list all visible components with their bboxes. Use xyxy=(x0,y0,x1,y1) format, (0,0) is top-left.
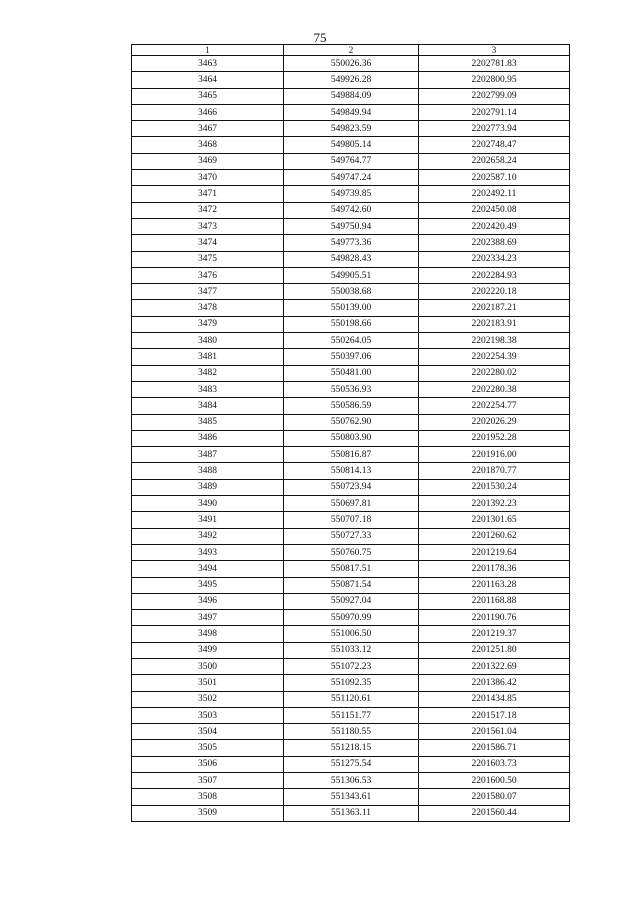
point-number-cell: 3504 xyxy=(132,724,284,740)
x-coordinate-cell: 549750.94 xyxy=(284,218,419,234)
x-coordinate-cell: 551092.35 xyxy=(284,675,419,691)
point-number-cell: 3473 xyxy=(132,218,284,234)
point-number-cell: 3490 xyxy=(132,496,284,512)
table-row xyxy=(132,756,570,772)
y-coordinate-cell: 2201219.64 xyxy=(419,544,570,560)
y-coordinate-cell: 2202198.38 xyxy=(419,333,570,349)
y-coordinate-cell: 2201560.44 xyxy=(419,805,570,821)
x-coordinate-cell: 550707.18 xyxy=(284,512,419,528)
y-coordinate-cell: 2201392.23 xyxy=(419,496,570,512)
y-coordinate-cell: 2201163.28 xyxy=(419,577,570,593)
table-row xyxy=(132,414,570,430)
point-number-cell: 3482 xyxy=(132,365,284,381)
table-row xyxy=(132,137,570,153)
y-coordinate-cell: 2201168.88 xyxy=(419,593,570,609)
y-coordinate-cell: 2202334.23 xyxy=(419,251,570,267)
x-coordinate-cell: 550723.94 xyxy=(284,479,419,495)
y-coordinate-cell: 2201580.07 xyxy=(419,789,570,805)
table-row xyxy=(132,512,570,528)
y-coordinate-cell: 2202284.93 xyxy=(419,267,570,283)
y-coordinate-cell: 2201251.80 xyxy=(419,642,570,658)
x-coordinate-cell: 551218.15 xyxy=(284,740,419,756)
y-coordinate-cell: 2201178.36 xyxy=(419,561,570,577)
point-number-cell: 3466 xyxy=(132,104,284,120)
x-coordinate-cell: 550481.00 xyxy=(284,365,419,381)
y-coordinate-cell: 2201386.42 xyxy=(419,675,570,691)
point-number-cell: 3489 xyxy=(132,479,284,495)
table-row xyxy=(132,724,570,740)
x-coordinate-cell: 550727.33 xyxy=(284,528,419,544)
table-row xyxy=(132,365,570,381)
x-coordinate-cell: 550038.68 xyxy=(284,284,419,300)
y-coordinate-cell: 2202280.02 xyxy=(419,365,570,381)
x-coordinate-cell: 549773.36 xyxy=(284,235,419,251)
table-row xyxy=(132,447,570,463)
point-number-cell: 3476 xyxy=(132,267,284,283)
x-coordinate-cell: 549905.51 xyxy=(284,267,419,283)
table-row xyxy=(132,577,570,593)
table-row xyxy=(132,626,570,642)
y-coordinate-cell: 2201219.37 xyxy=(419,626,570,642)
x-coordinate-cell: 550697.81 xyxy=(284,496,419,512)
point-number-cell: 3507 xyxy=(132,773,284,789)
table-row xyxy=(132,773,570,789)
table-row xyxy=(132,544,570,560)
column-header-1: 1 xyxy=(132,45,284,56)
point-number-cell: 3497 xyxy=(132,610,284,626)
y-coordinate-cell: 2201530.24 xyxy=(419,479,570,495)
table-row xyxy=(132,430,570,446)
y-coordinate-cell: 2202420.49 xyxy=(419,218,570,234)
point-number-cell: 3491 xyxy=(132,512,284,528)
y-coordinate-cell: 2201870.77 xyxy=(419,463,570,479)
point-number-cell: 3499 xyxy=(132,642,284,658)
y-coordinate-cell: 2201260.62 xyxy=(419,528,570,544)
point-number-cell: 3496 xyxy=(132,593,284,609)
y-coordinate-cell: 2202587.10 xyxy=(419,170,570,186)
x-coordinate-cell: 550198.66 xyxy=(284,316,419,332)
point-number-cell: 3506 xyxy=(132,756,284,772)
x-coordinate-cell: 550397.06 xyxy=(284,349,419,365)
point-number-cell: 3477 xyxy=(132,284,284,300)
x-coordinate-cell: 549742.60 xyxy=(284,202,419,218)
table-row xyxy=(132,463,570,479)
table-row xyxy=(132,202,570,218)
point-number-cell: 3464 xyxy=(132,72,284,88)
point-number-cell: 3467 xyxy=(132,121,284,137)
table-row xyxy=(132,88,570,104)
point-number-cell: 3502 xyxy=(132,691,284,707)
table-row xyxy=(132,300,570,316)
table-row xyxy=(132,186,570,202)
y-coordinate-cell: 2202220.18 xyxy=(419,284,570,300)
y-coordinate-cell: 2201561.04 xyxy=(419,724,570,740)
x-coordinate-cell: 551072.23 xyxy=(284,658,419,674)
table-row xyxy=(132,740,570,756)
x-coordinate-cell: 550264.05 xyxy=(284,333,419,349)
point-number-cell: 3483 xyxy=(132,381,284,397)
x-coordinate-cell: 550803.90 xyxy=(284,430,419,446)
x-coordinate-cell: 550026.36 xyxy=(284,56,419,72)
point-number-cell: 3469 xyxy=(132,153,284,169)
x-coordinate-cell: 550814.13 xyxy=(284,463,419,479)
y-coordinate-cell: 2201190.76 xyxy=(419,610,570,626)
point-number-cell: 3478 xyxy=(132,300,284,316)
column-header-2: 2 xyxy=(284,45,419,56)
x-coordinate-cell: 550762.90 xyxy=(284,414,419,430)
x-coordinate-cell: 551180.55 xyxy=(284,724,419,740)
x-coordinate-cell: 550139.00 xyxy=(284,300,419,316)
point-number-cell: 3481 xyxy=(132,349,284,365)
table-row xyxy=(132,789,570,805)
y-coordinate-cell: 2202791.14 xyxy=(419,104,570,120)
y-coordinate-cell: 2201600.50 xyxy=(419,773,570,789)
table-row xyxy=(132,72,570,88)
point-number-cell: 3492 xyxy=(132,528,284,544)
table-row xyxy=(132,675,570,691)
x-coordinate-cell: 549849.94 xyxy=(284,104,419,120)
y-coordinate-cell: 2201517.18 xyxy=(419,707,570,723)
table-row xyxy=(132,496,570,512)
table-row xyxy=(132,218,570,234)
table-row xyxy=(132,251,570,267)
x-coordinate-cell: 550871.54 xyxy=(284,577,419,593)
point-number-cell: 3509 xyxy=(132,805,284,821)
y-coordinate-cell: 2202781.83 xyxy=(419,56,570,72)
x-coordinate-cell: 549747.24 xyxy=(284,170,419,186)
table-row xyxy=(132,381,570,397)
y-coordinate-cell: 2201952.28 xyxy=(419,430,570,446)
table-row xyxy=(132,707,570,723)
table-row xyxy=(132,691,570,707)
x-coordinate-cell: 551275.54 xyxy=(284,756,419,772)
point-number-cell: 3495 xyxy=(132,577,284,593)
point-number-cell: 3493 xyxy=(132,544,284,560)
x-coordinate-cell: 551306.53 xyxy=(284,773,419,789)
y-coordinate-cell: 2202492.11 xyxy=(419,186,570,202)
table-row xyxy=(132,479,570,495)
point-number-cell: 3505 xyxy=(132,740,284,756)
y-coordinate-cell: 2201916.00 xyxy=(419,447,570,463)
table-row xyxy=(132,153,570,169)
point-number-cell: 3486 xyxy=(132,430,284,446)
point-number-cell: 3474 xyxy=(132,235,284,251)
point-number-cell: 3463 xyxy=(132,56,284,72)
point-number-cell: 3480 xyxy=(132,333,284,349)
y-coordinate-cell: 2202388.69 xyxy=(419,235,570,251)
y-coordinate-cell: 2201434.85 xyxy=(419,691,570,707)
y-coordinate-cell: 2202254.39 xyxy=(419,349,570,365)
x-coordinate-cell: 551343.61 xyxy=(284,789,419,805)
table-row xyxy=(132,333,570,349)
point-number-cell: 3468 xyxy=(132,137,284,153)
table-row xyxy=(132,170,570,186)
table-row xyxy=(132,610,570,626)
point-number-cell: 3508 xyxy=(132,789,284,805)
x-coordinate-cell: 551006.50 xyxy=(284,626,419,642)
y-coordinate-cell: 2201586.71 xyxy=(419,740,570,756)
x-coordinate-cell: 550536.93 xyxy=(284,381,419,397)
table-row xyxy=(132,642,570,658)
point-number-cell: 3485 xyxy=(132,414,284,430)
table-row xyxy=(132,805,570,821)
y-coordinate-cell: 2202254.77 xyxy=(419,398,570,414)
table-row xyxy=(132,121,570,137)
x-coordinate-cell: 549739.85 xyxy=(284,186,419,202)
table-row xyxy=(132,658,570,674)
page-number: 75 xyxy=(313,30,327,45)
x-coordinate-cell: 550760.75 xyxy=(284,544,419,560)
point-number-cell: 3471 xyxy=(132,186,284,202)
table-row xyxy=(132,284,570,300)
point-number-cell: 3498 xyxy=(132,626,284,642)
y-coordinate-cell: 2202187.21 xyxy=(419,300,570,316)
point-number-cell: 3487 xyxy=(132,447,284,463)
x-coordinate-cell: 550586.59 xyxy=(284,398,419,414)
x-coordinate-cell: 550970.99 xyxy=(284,610,419,626)
y-coordinate-cell: 2202773.94 xyxy=(419,121,570,137)
point-number-cell: 3488 xyxy=(132,463,284,479)
point-number-cell: 3501 xyxy=(132,675,284,691)
y-coordinate-cell: 2201322.69 xyxy=(419,658,570,674)
x-coordinate-cell: 549926.28 xyxy=(284,72,419,88)
x-coordinate-cell: 549828.43 xyxy=(284,251,419,267)
point-number-cell: 3479 xyxy=(132,316,284,332)
y-coordinate-cell: 2202748.47 xyxy=(419,137,570,153)
y-coordinate-cell: 2202280.38 xyxy=(419,381,570,397)
y-coordinate-cell: 2201603.73 xyxy=(419,756,570,772)
x-coordinate-cell: 550927.04 xyxy=(284,593,419,609)
y-coordinate-cell: 2202026.29 xyxy=(419,414,570,430)
y-coordinate-cell: 2202799.09 xyxy=(419,88,570,104)
point-number-cell: 3503 xyxy=(132,707,284,723)
y-coordinate-cell: 2202183.91 xyxy=(419,316,570,332)
table-row xyxy=(132,528,570,544)
x-coordinate-cell: 551151.77 xyxy=(284,707,419,723)
table-row xyxy=(132,398,570,414)
table-row xyxy=(132,235,570,251)
table-row xyxy=(132,561,570,577)
y-coordinate-cell: 2202450.08 xyxy=(419,202,570,218)
column-header-3: 3 xyxy=(419,45,570,56)
point-number-cell: 3494 xyxy=(132,561,284,577)
point-number-cell: 3484 xyxy=(132,398,284,414)
point-number-cell: 3475 xyxy=(132,251,284,267)
x-coordinate-cell: 550816.87 xyxy=(284,447,419,463)
x-coordinate-cell: 550817.51 xyxy=(284,561,419,577)
y-coordinate-cell: 2202800.95 xyxy=(419,72,570,88)
table-row xyxy=(132,104,570,120)
table-header-row xyxy=(132,45,570,56)
x-coordinate-cell: 549823.59 xyxy=(284,121,419,137)
y-coordinate-cell: 2202658.24 xyxy=(419,153,570,169)
point-number-cell: 3465 xyxy=(132,88,284,104)
table-row xyxy=(132,56,570,72)
table-row xyxy=(132,593,570,609)
table-row xyxy=(132,349,570,365)
point-number-cell: 3470 xyxy=(132,170,284,186)
x-coordinate-cell: 549884.09 xyxy=(284,88,419,104)
x-coordinate-cell: 551363.11 xyxy=(284,805,419,821)
point-number-cell: 3472 xyxy=(132,202,284,218)
point-number-cell: 3500 xyxy=(132,658,284,674)
y-coordinate-cell: 2201301.65 xyxy=(419,512,570,528)
x-coordinate-cell: 551120.61 xyxy=(284,691,419,707)
x-coordinate-cell: 551033.12 xyxy=(284,642,419,658)
coordinates-table xyxy=(131,44,570,822)
table-row xyxy=(132,267,570,283)
x-coordinate-cell: 549805.14 xyxy=(284,137,419,153)
table-row xyxy=(132,316,570,332)
x-coordinate-cell: 549764.77 xyxy=(284,153,419,169)
